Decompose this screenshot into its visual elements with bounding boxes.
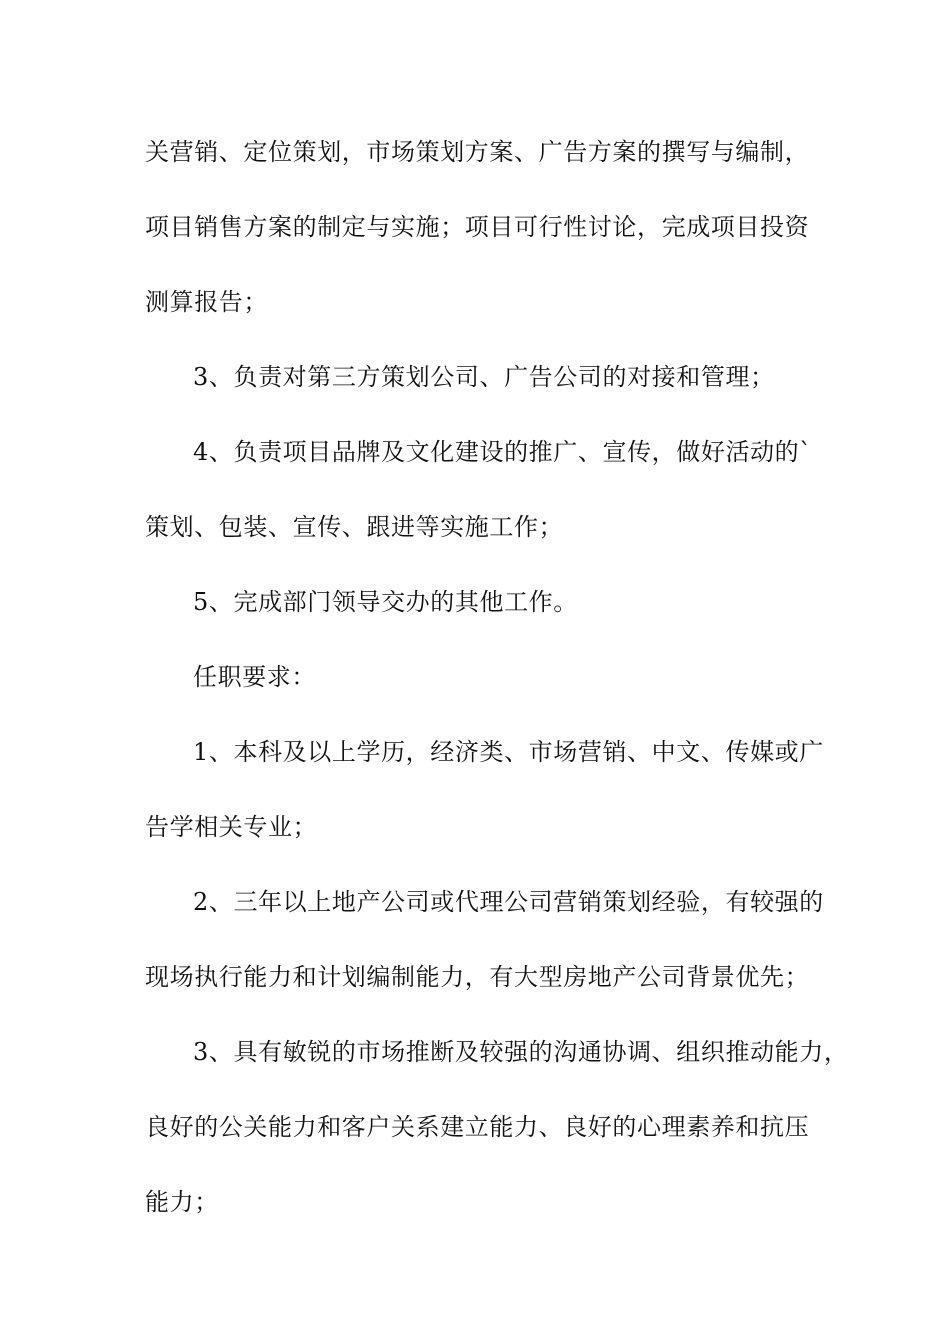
list-item: 1、本科及以上学历，经济类、市场营销、中文、传媒或广 (193, 738, 824, 766)
list-item: 3、具有敏锐的市场推断及较强的沟通协调、组织推动能力， (193, 1038, 849, 1066)
paragraph-line: 良好的公关能力和客户关系建立能力、良好的心理素养和抗压 (145, 1113, 810, 1141)
paragraph-line: 关营销、定位策划，市场策划方案、广告方案的撰写与编制， (145, 138, 810, 166)
paragraph-line: 测算报告； (145, 288, 268, 316)
list-item: 3、负责对第三方策划公司、广告公司的对接和管理； (193, 363, 775, 391)
paragraph-line: 现场执行能力和计划编制能力，有大型房地产公司背景优先； (145, 963, 810, 991)
list-item: 5、完成部门领导交办的其他工作。 (193, 588, 578, 616)
paragraph-line: 能力； (145, 1188, 219, 1216)
paragraph-line: 策划、包装、宣传、跟进等实施工作； (145, 513, 564, 541)
list-item: 4、负责项目品牌及文化建设的推广、宣传，做好活动的` (193, 438, 812, 466)
section-heading: 任职要求： (193, 663, 316, 691)
paragraph-line: 项目销售方案的制定与实施；项目可行性讨论，完成项目投资 (145, 213, 810, 241)
list-item: 2、三年以上地产公司或代理公司营销策划经验，有较强的 (193, 888, 824, 916)
paragraph-line: 告学相关专业； (145, 813, 318, 841)
